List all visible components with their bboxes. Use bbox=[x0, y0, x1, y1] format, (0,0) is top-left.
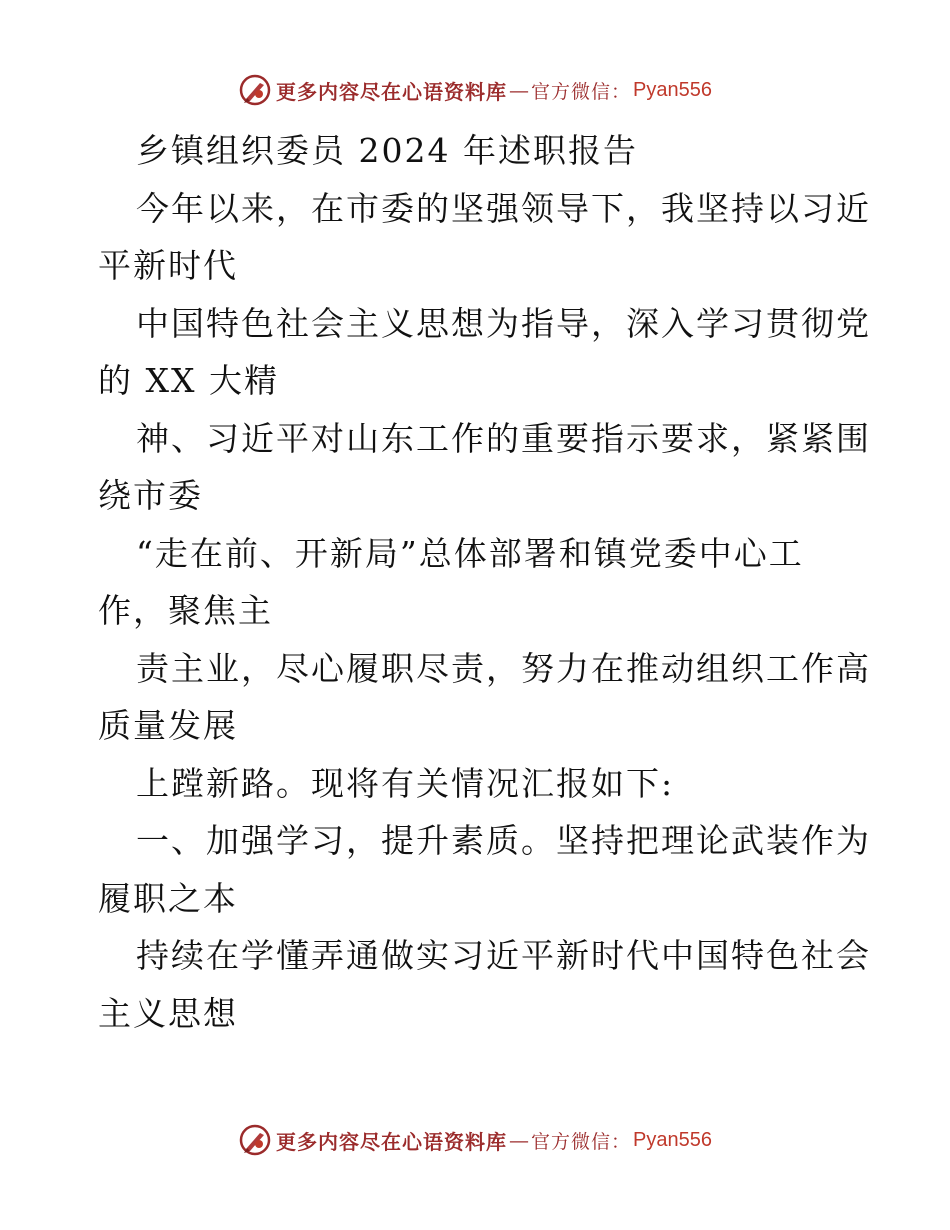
watermark-separator: — bbox=[509, 78, 529, 102]
watermark-separator: — bbox=[509, 1128, 529, 1152]
document-body bbox=[98, 122, 871, 1042]
document-title: 乡镇组织委员 2024 年述职报告 bbox=[136, 131, 638, 170]
watermark-main-text: 更多内容尽在心语资料库 bbox=[276, 1129, 507, 1154]
text-line: 上蹚新路。现将有关情况汇报如下: bbox=[136, 763, 675, 803]
watermark-wechat-id: Pyan556 bbox=[633, 1128, 712, 1151]
footer-watermark bbox=[0, 1120, 950, 1160]
text-line: 主义思想 bbox=[98, 993, 238, 1033]
text-line: 质量发展 bbox=[98, 706, 238, 745]
text-line: 神、习近平对山东工作的重要指示要求，紧紧围 bbox=[136, 418, 871, 458]
text-line: 履职之本 bbox=[98, 878, 238, 918]
text-line: 的 XX 大精 bbox=[98, 361, 279, 400]
text-line: 作，聚焦主 bbox=[98, 591, 273, 630]
pen-logo-icon bbox=[238, 73, 272, 107]
pen-logo-icon bbox=[238, 1123, 272, 1157]
text-line: 责主业，尽心履职尽责，努力在推动组织工作高 bbox=[136, 648, 871, 688]
text-line: 一、加强学习，提升素质。坚持把理论武装作为 bbox=[136, 821, 871, 860]
text-line: 平新时代 bbox=[98, 246, 238, 285]
text-line: 持续在学懂弄通做实习近平新时代中国特色社会 bbox=[136, 936, 871, 975]
watermark-wechat-id: Pyan556 bbox=[633, 78, 712, 101]
watermark-wechat-label: 官方微信： bbox=[531, 1130, 632, 1153]
watermark-main-text: 更多内容尽在心语资料库 bbox=[276, 79, 507, 104]
text-line: “走在前、开新局”总体部署和镇党委中心工 bbox=[136, 533, 804, 573]
text-line: 今年以来，在市委的坚强领导下，我坚持以习近 bbox=[136, 188, 871, 228]
text-line: 绕市委 bbox=[98, 476, 203, 515]
header-watermark bbox=[0, 70, 950, 110]
text-line: 中国特色社会主义思想为指导，深入学习贯彻党 bbox=[136, 303, 871, 343]
watermark-wechat-label: 官方微信： bbox=[531, 80, 632, 103]
